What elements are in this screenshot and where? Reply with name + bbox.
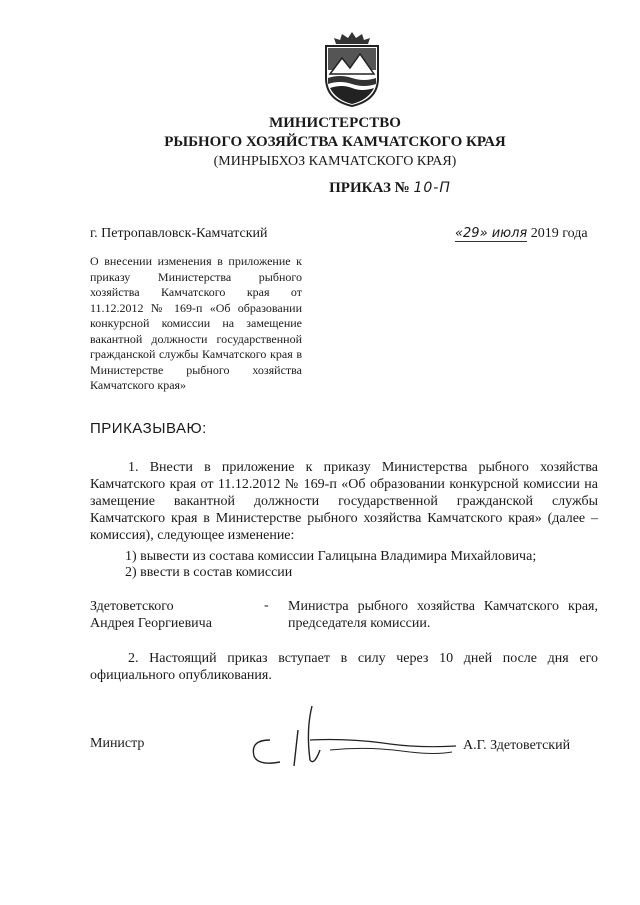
- subitem-1: 1) вывести из состава комиссии Галицына Владимира Михайловича;: [125, 549, 537, 564]
- date-handwritten: «29» июля: [455, 226, 528, 241]
- ministry-header: [100, 114, 570, 171]
- signer-title: Министр: [90, 736, 145, 751]
- order-label: ПРИКАЗ №: [329, 180, 410, 196]
- date-year: 2019 года: [530, 226, 588, 241]
- signer-name: А.Г. Здетоветский: [463, 738, 571, 753]
- ministry-short-name: (МИНРЫБХОЗ КАМЧАТСКОГО КРАЯ): [213, 154, 457, 169]
- member-dash: -: [264, 598, 269, 613]
- subitem-2: 2) ввести в состав комиссии: [125, 565, 293, 580]
- ministry-name-line1: МИНИСТЕРСТВО: [269, 115, 401, 131]
- member-role: Министра рыбного хозяйства Камчатского края, председателя комиссии.: [288, 599, 598, 631]
- kamchatka-coat-of-arms-icon: [320, 30, 384, 108]
- ministry-name-line2: РЫБНОГО ХОЗЯЙСТВА КАМЧАТСКОГО КРАЯ: [164, 134, 506, 150]
- order-subject: О внесении изменения в приложение к приказу Министерства рыбного хозяйства Камчатского края от 11.12.2012 № 169-п «Об образовании конкурсной комиссии на замещение вакантной должности государственной гражданской службы Камчатского края в Министерстве рыбного хозяйства Камчатского края»: [90, 254, 302, 392]
- order-date: [455, 226, 588, 242]
- member-given-names: Андрея Георгиевича: [90, 616, 212, 631]
- paragraph-1: 1. Внести в приложение к приказу Министерства рыбного хозяйства Камчатского края от 11.12.2012 № 169-п «Об образовании конкурсной комиссии на замещение вакантной должности государственной гражданской службы Камчатского края в Министерстве рыбного хозяйства Камчатского края» (далее – комиссия), следующее изменение:: [90, 460, 598, 543]
- city: г. Петропавловск-Камчатский: [90, 226, 268, 241]
- member-surname: Здетоветского: [90, 599, 174, 614]
- paragraph-2: 2. Настоящий приказ вступает в силу через 10 дней после дня его официального опубликования.: [90, 651, 598, 683]
- handwritten-signature-icon: [240, 700, 460, 770]
- order-word: ПРИКАЗЫВАЮ:: [90, 420, 207, 437]
- order-number: 10-П: [413, 180, 451, 196]
- order-title: [280, 180, 500, 197]
- member-name: [90, 598, 212, 632]
